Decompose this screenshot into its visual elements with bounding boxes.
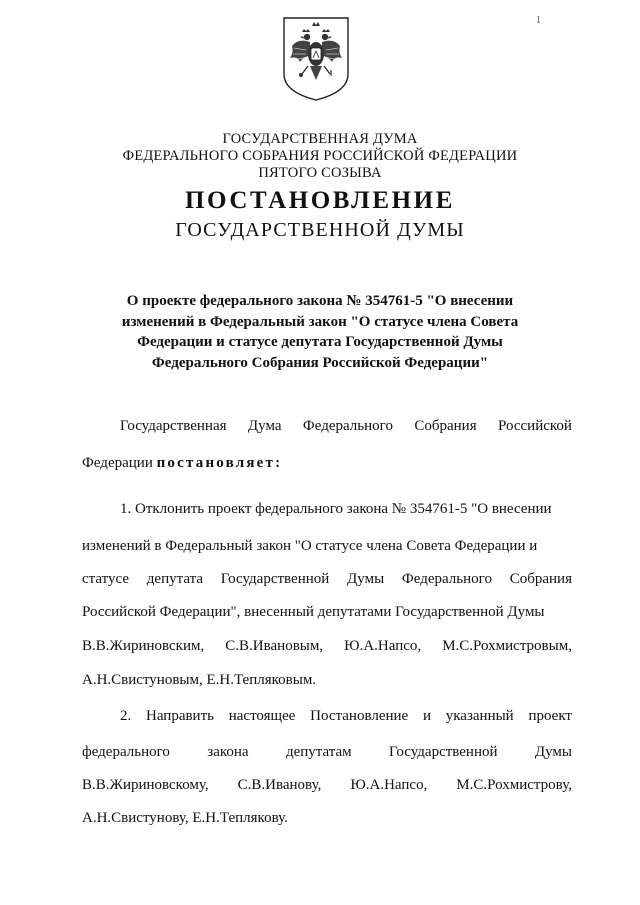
deputy-name: В.В.Жириновскому, <box>82 777 209 793</box>
p1-line-6: А.Н.Свистуновым, Е.Н.Тепляковым. <box>82 672 317 688</box>
word: Собрания <box>509 571 572 587</box>
deputy-name: С.В.Иванову, <box>237 777 322 793</box>
word: Государственная <box>120 418 227 434</box>
word: Думы <box>347 571 385 587</box>
subject-line-1: О проекте федерального закона № 354761-5 "О внесении <box>126 293 514 309</box>
deputy-name: Ю.А.Напсо, <box>350 777 428 793</box>
word: Думы <box>534 744 572 760</box>
word: федерального <box>82 744 170 760</box>
p1-line-2: изменений в Федеральный закон "О статусе члена Совета Федерации и <box>82 538 538 554</box>
header-line-assembly: ФЕДЕРАЛЬНОГО СОБРАНИЯ РОССИЙСКОЙ ФЕДЕРАЦИИ <box>122 148 518 164</box>
word: Российской <box>498 418 572 434</box>
preamble-text: Федерации <box>82 455 153 471</box>
resolves-word: постановляет: <box>156 455 283 471</box>
word: настоящее <box>228 708 296 724</box>
word: закона <box>207 744 249 760</box>
word: проект <box>528 708 572 724</box>
word: Федерального <box>401 571 492 587</box>
word: Государственной <box>389 744 498 760</box>
header-line-convocation: ПЯТОГО СОЗЫВА <box>258 165 382 181</box>
deputy-name: С.В.Ивановым, <box>225 638 324 654</box>
preamble-line-2 <box>82 454 572 472</box>
word: депутата <box>146 571 204 587</box>
document-subtitle: ГОСУДАРСТВЕННОЙ ДУМЫ <box>175 219 465 241</box>
p1-line-3 <box>82 570 572 588</box>
p1-line-5 <box>82 637 572 655</box>
p2-line-2 <box>82 743 572 761</box>
deputy-name: В.В.Жириновским, <box>82 638 205 654</box>
word: статусе <box>82 571 130 587</box>
word: и <box>422 708 431 724</box>
deputy-name: М.С.Рохмистровым, <box>442 638 572 654</box>
p2-line-4: А.Н.Свистунову, Е.Н.Теплякову. <box>82 810 288 826</box>
double-headed-eagle-icon <box>280 12 352 104</box>
word: Дума <box>247 418 282 434</box>
p1-line-1: 1. Отклонить проект федерального закона № 354761-5 "О внесении <box>120 501 552 517</box>
word: Направить <box>146 708 214 724</box>
header-line-duma: ГОСУДАРСТВЕННАЯ ДУМА <box>222 131 418 147</box>
corner-mark: 1 <box>536 15 541 26</box>
word: 2. <box>120 708 132 724</box>
subject-line-2: изменений в Федеральный закон "О статусе члена Совета <box>121 314 519 330</box>
p2-line-3 <box>82 776 572 794</box>
p1-line-4: Российской Федерации", внесенный депутатами Государственной Думы <box>82 604 545 620</box>
coat-of-arms-emblem <box>280 12 352 104</box>
subject-line-4: Федерального Собрания Российской Федерации" <box>151 355 489 371</box>
p2-line-1 <box>120 707 572 725</box>
word: Постановление <box>310 708 409 724</box>
subject-line-3: Федерации и статусе депутата Государственной Думы <box>137 334 503 350</box>
deputy-name: М.С.Рохмистрову, <box>456 777 572 793</box>
word: депутатам <box>285 744 352 760</box>
deputy-name: Ю.А.Напсо, <box>344 638 422 654</box>
word: Федерального <box>302 418 393 434</box>
document-title: ПОСТАНОВЛЕНИЕ <box>184 187 456 214</box>
word: указанный <box>445 708 514 724</box>
preamble-line-1 <box>120 417 572 435</box>
word: Собрания <box>414 418 477 434</box>
word: Государственной <box>220 571 330 587</box>
